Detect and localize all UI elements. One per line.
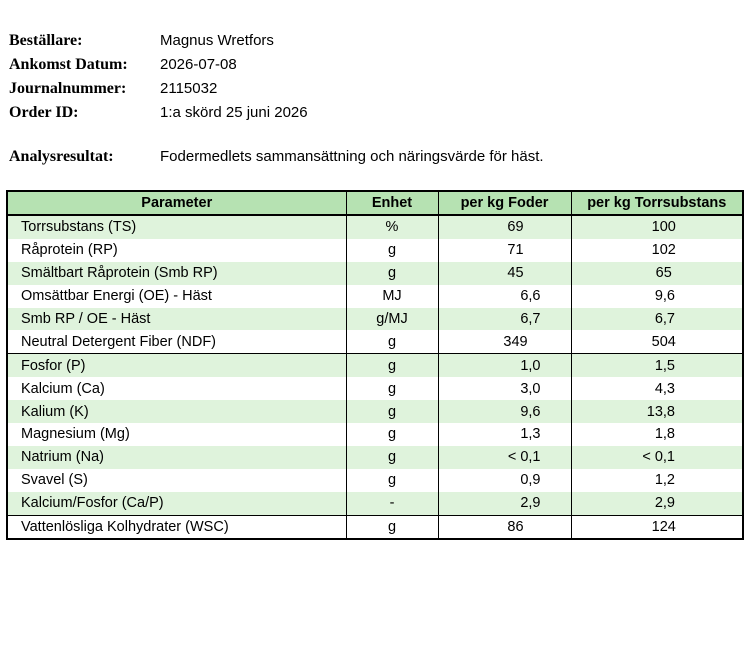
cell-unit: g <box>346 446 438 469</box>
table-row <box>7 446 743 469</box>
analysis-table <box>6 190 744 540</box>
cell-unit: g <box>346 423 438 446</box>
cell-per-kg-dry-matter: < 0,1 <box>571 446 743 469</box>
cell-parameter: Fosfor (P) <box>7 354 346 377</box>
column-header-per-kg-feed: per kg Foder <box>438 191 571 215</box>
table-header-row <box>7 191 743 215</box>
cell-parameter: Neutral Detergent Fiber (NDF) <box>7 330 346 353</box>
table-row <box>7 262 743 285</box>
cell-per-kg-dry-matter: 13,8 <box>571 400 743 423</box>
table-row <box>7 215 743 239</box>
cell-per-kg-feed: 2,9 <box>438 492 571 515</box>
cell-parameter: Kalcium/Fosfor (Ca/P) <box>7 492 346 515</box>
table-row <box>7 308 743 331</box>
cell-per-kg-feed: 6,6 <box>438 285 571 308</box>
table-row <box>7 377 743 400</box>
analysis-result-line <box>9 145 544 169</box>
cell-per-kg-feed: < 0,1 <box>438 446 571 469</box>
cell-per-kg-dry-matter: 65 <box>571 262 743 285</box>
cell-parameter: Svavel (S) <box>7 469 346 492</box>
order-info <box>9 29 308 125</box>
orderer-row <box>9 29 308 53</box>
table-row <box>7 354 743 377</box>
cell-unit: g/MJ <box>346 308 438 331</box>
cell-per-kg-dry-matter: 100 <box>571 215 743 239</box>
journal-number-row <box>9 77 308 101</box>
table-row <box>7 285 743 308</box>
cell-per-kg-feed: 9,6 <box>438 400 571 423</box>
cell-per-kg-dry-matter: 9,6 <box>571 285 743 308</box>
journal-number-label: Journalnummer: <box>9 80 127 97</box>
order-id-label: Order ID: <box>9 104 79 121</box>
cell-per-kg-feed: 0,9 <box>438 469 571 492</box>
orderer-value: Magnus Wretfors <box>160 32 274 49</box>
cell-per-kg-dry-matter: 1,8 <box>571 423 743 446</box>
cell-per-kg-dry-matter: 2,9 <box>571 492 743 515</box>
cell-parameter: Kalium (K) <box>7 400 346 423</box>
cell-unit: g <box>346 469 438 492</box>
cell-unit: % <box>346 215 438 239</box>
table-row <box>7 423 743 446</box>
cell-parameter: Omsättbar Energi (OE) - Häst <box>7 285 346 308</box>
arrival-date-label: Ankomst Datum: <box>9 56 128 73</box>
cell-per-kg-dry-matter: 6,7 <box>571 308 743 331</box>
cell-unit: g <box>346 262 438 285</box>
cell-per-kg-feed: 1,0 <box>438 354 571 377</box>
cell-per-kg-feed: 45 <box>438 262 571 285</box>
order-id-row <box>9 101 308 125</box>
cell-per-kg-dry-matter: 102 <box>571 239 743 262</box>
cell-parameter: Smb RP / OE - Häst <box>7 308 346 331</box>
cell-unit: g <box>346 515 438 539</box>
cell-per-kg-dry-matter: 504 <box>571 330 743 353</box>
cell-parameter: Smältbart Råprotein (Smb RP) <box>7 262 346 285</box>
cell-parameter: Natrium (Na) <box>7 446 346 469</box>
cell-per-kg-feed: 349 <box>438 330 571 353</box>
cell-unit: g <box>346 377 438 400</box>
journal-number-value: 2115032 <box>160 80 218 97</box>
analysis-result-label: Analysresultat: <box>9 148 114 165</box>
column-header-parameter: Parameter <box>7 191 346 215</box>
table-row <box>7 330 743 353</box>
cell-unit: g <box>346 354 438 377</box>
cell-unit: g <box>346 239 438 262</box>
cell-per-kg-feed: 6,7 <box>438 308 571 331</box>
table-row <box>7 515 743 539</box>
cell-unit: g <box>346 330 438 353</box>
cell-per-kg-dry-matter: 124 <box>571 515 743 539</box>
cell-parameter: Kalcium (Ca) <box>7 377 346 400</box>
cell-per-kg-dry-matter: 1,2 <box>571 469 743 492</box>
arrival-date-row <box>9 53 308 77</box>
column-header-per-kg-dry-matter: per kg Torrsubstans <box>571 191 743 215</box>
table-row <box>7 239 743 262</box>
cell-per-kg-dry-matter: 1,5 <box>571 354 743 377</box>
table-row <box>7 469 743 492</box>
cell-per-kg-feed: 86 <box>438 515 571 539</box>
table-row <box>7 492 743 515</box>
cell-parameter: Torrsubstans (TS) <box>7 215 346 239</box>
cell-unit: g <box>346 400 438 423</box>
order-id-value: 1:a skörd 25 juni 2026 <box>160 104 308 121</box>
table-row <box>7 400 743 423</box>
analysis-result-description: Fodermedlets sammansättning och näringsvärde för häst. <box>160 148 544 165</box>
column-header-unit: Enhet <box>346 191 438 215</box>
cell-per-kg-dry-matter: 4,3 <box>571 377 743 400</box>
cell-unit: - <box>346 492 438 515</box>
arrival-date-value: 2026-07-08 <box>160 56 237 73</box>
cell-unit: MJ <box>346 285 438 308</box>
orderer-label: Beställare: <box>9 32 83 49</box>
cell-per-kg-feed: 69 <box>438 215 571 239</box>
cell-per-kg-feed: 71 <box>438 239 571 262</box>
cell-parameter: Magnesium (Mg) <box>7 423 346 446</box>
cell-per-kg-feed: 3,0 <box>438 377 571 400</box>
cell-per-kg-feed: 1,3 <box>438 423 571 446</box>
cell-parameter: Råprotein (RP) <box>7 239 346 262</box>
cell-parameter: Vattenlösliga Kolhydrater (WSC) <box>7 515 346 539</box>
